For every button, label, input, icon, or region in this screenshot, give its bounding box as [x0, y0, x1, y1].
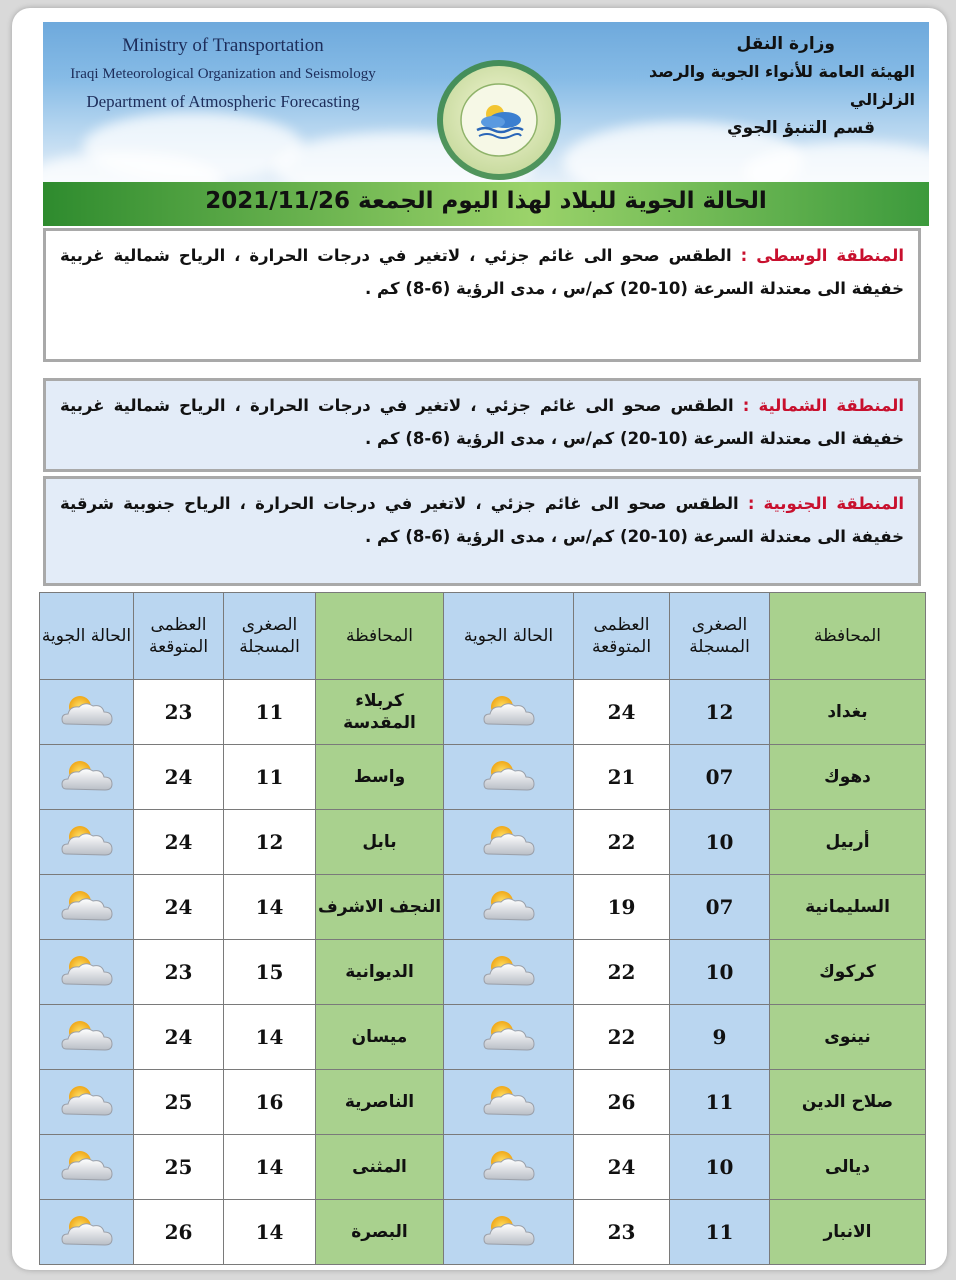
region-text: الطقس صحو الى غائم جزئي ، لاتغير في درجات الحرارة ، الرياح شمالية غربية خفيفة الى معتدلة السرعة (10-20) كم/س ، مدى الرؤية (6-8) كم . [60, 396, 904, 448]
province-cell: النجف الاشرف [316, 875, 444, 940]
partly-cloudy-icon [480, 822, 538, 862]
max-temp-cell: 22 [574, 940, 670, 1005]
min-temp-cell: 14 [224, 875, 316, 940]
province-cell: كركوك [770, 940, 926, 1005]
province-cell: أربيل [770, 810, 926, 875]
partly-cloudy-icon [480, 757, 538, 797]
weather-state-cell [40, 875, 134, 940]
header-banner [43, 22, 929, 182]
province-cell: السليمانية [770, 875, 926, 940]
table-row [40, 745, 926, 810]
min-temp-cell: 14 [224, 1005, 316, 1070]
partly-cloudy-icon [58, 822, 116, 862]
title-bar [43, 182, 929, 226]
english-header [63, 32, 383, 116]
header-max: العظمى المتوقعة [574, 593, 670, 680]
partly-cloudy-icon [58, 692, 116, 732]
max-temp-cell: 21 [574, 745, 670, 810]
partly-cloudy-icon [58, 1147, 116, 1187]
min-temp-cell: 12 [224, 810, 316, 875]
header-min: الصغرى المسجلة [224, 593, 316, 680]
table-row [40, 1135, 926, 1200]
min-temp-cell: 15 [224, 940, 316, 1005]
max-temp-cell: 24 [574, 1135, 670, 1200]
header-max: العظمى المتوقعة [134, 593, 224, 680]
province-cell: دهوك [770, 745, 926, 810]
min-temp-cell: 11 [224, 745, 316, 810]
weather-state-cell [444, 680, 574, 745]
forecast-table [39, 592, 926, 1265]
partly-cloudy-icon [480, 887, 538, 927]
partly-cloudy-icon [58, 1212, 116, 1252]
ministry-name-en: Ministry of Transportation [122, 35, 324, 56]
partly-cloudy-icon [480, 692, 538, 732]
weather-state-cell [444, 875, 574, 940]
table-row [40, 680, 926, 745]
weather-state-cell [40, 1200, 134, 1265]
weather-state-cell [444, 745, 574, 810]
province-cell: الناصرية [316, 1070, 444, 1135]
max-temp-cell: 24 [134, 1005, 224, 1070]
province-cell: صلاح الدين [770, 1070, 926, 1135]
partly-cloudy-icon [58, 1017, 116, 1057]
max-temp-cell: 24 [574, 680, 670, 745]
max-temp-cell: 22 [574, 810, 670, 875]
weather-state-cell [40, 1005, 134, 1070]
partly-cloudy-icon [480, 1147, 538, 1187]
header-state: الحالة الجوية [444, 593, 574, 680]
min-temp-cell: 9 [670, 1005, 770, 1070]
weather-state-cell [444, 940, 574, 1005]
max-temp-cell: 23 [134, 940, 224, 1005]
header-min: الصغرى المسجلة [670, 593, 770, 680]
max-temp-cell: 26 [134, 1200, 224, 1265]
max-temp-cell: 24 [134, 810, 224, 875]
partly-cloudy-icon [58, 757, 116, 797]
header-state: الحالة الجوية [40, 593, 134, 680]
min-temp-cell: 10 [670, 940, 770, 1005]
max-temp-cell: 23 [134, 680, 224, 745]
region-name: المنطقة الجنوبية : [747, 494, 905, 513]
table-row [40, 875, 926, 940]
weather-state-cell [444, 1135, 574, 1200]
region-name: المنطقة الشمالية : [742, 396, 904, 415]
province-cell: الديوانية [316, 940, 444, 1005]
max-temp-cell: 22 [574, 1005, 670, 1070]
province-cell: كربلاء المقدسة [316, 680, 444, 745]
province-cell: بابل [316, 810, 444, 875]
max-temp-cell: 25 [134, 1135, 224, 1200]
department-name-ar: قسم التنبؤ الجوي [727, 118, 875, 138]
province-cell: المثنى [316, 1135, 444, 1200]
max-temp-cell: 25 [134, 1070, 224, 1135]
weather-state-cell [40, 940, 134, 1005]
weather-state-cell [40, 810, 134, 875]
max-temp-cell: 23 [574, 1200, 670, 1265]
header-province: المحافظة [770, 593, 926, 680]
min-temp-cell: 16 [224, 1070, 316, 1135]
region-south [43, 476, 921, 586]
header-province: المحافظة [316, 593, 444, 680]
min-temp-cell: 10 [670, 1135, 770, 1200]
province-cell: ديالى [770, 1135, 926, 1200]
max-temp-cell: 24 [134, 875, 224, 940]
weather-state-cell [40, 680, 134, 745]
province-cell: البصرة [316, 1200, 444, 1265]
weather-state-cell [444, 1200, 574, 1265]
province-cell: بغداد [770, 680, 926, 745]
min-temp-cell: 14 [224, 1135, 316, 1200]
weather-state-cell [40, 1070, 134, 1135]
region-north [43, 378, 921, 472]
arabic-header [595, 30, 915, 142]
weather-state-cell [444, 1070, 574, 1135]
organization-name-ar: الهيئة العامة للأنواء الجوية والرصد الزلزالي [649, 62, 915, 109]
min-temp-cell: 10 [670, 810, 770, 875]
partly-cloudy-icon [480, 1017, 538, 1057]
table-header-row [40, 593, 926, 680]
table-row [40, 1200, 926, 1265]
page-title: الحالة الجوية للبلاد لهذا اليوم الجمعة 2021/11/26 [205, 188, 767, 214]
organization-name-en: Iraqi Meteorological Organization and Seismology [70, 66, 376, 82]
province-cell: نينوى [770, 1005, 926, 1070]
max-temp-cell: 19 [574, 875, 670, 940]
max-temp-cell: 24 [134, 745, 224, 810]
min-temp-cell: 07 [670, 875, 770, 940]
partly-cloudy-icon [480, 1082, 538, 1122]
min-temp-cell: 14 [224, 1200, 316, 1265]
table-row [40, 1070, 926, 1135]
sun-cloud-sea-seal-icon [433, 52, 565, 182]
table-row [40, 1005, 926, 1070]
min-temp-cell: 11 [224, 680, 316, 745]
partly-cloudy-icon [480, 952, 538, 992]
region-text: الطقس صحو الى غائم جزئي ، لاتغير في درجات الحرارة ، الرياح جنوبية شرقية خفيفة الى معتدلة السرعة (10-20) كم/س ، مدى الرؤية (6-8) كم . [60, 494, 904, 546]
partly-cloudy-icon [480, 1212, 538, 1252]
table-row [40, 810, 926, 875]
province-cell: الانبار [770, 1200, 926, 1265]
weather-state-cell [444, 810, 574, 875]
region-text: الطقس صحو الى غائم جزئي ، لاتغير في درجات الحرارة ، الرياح شمالية غربية خفيفة الى معتدلة السرعة (10-20) كم/س ، مدى الرؤية (6-8) كم . [60, 246, 904, 298]
min-temp-cell: 07 [670, 745, 770, 810]
weather-state-cell [40, 1135, 134, 1200]
partly-cloudy-icon [58, 1082, 116, 1122]
table-row [40, 940, 926, 1005]
partly-cloudy-icon [58, 952, 116, 992]
ministry-name-ar: وزارة النقل [736, 34, 835, 54]
weather-state-cell [444, 1005, 574, 1070]
min-temp-cell: 11 [670, 1200, 770, 1265]
region-central [43, 228, 921, 362]
weather-state-cell [40, 745, 134, 810]
min-temp-cell: 12 [670, 680, 770, 745]
region-name: المنطقة الوسطى : [740, 246, 904, 265]
max-temp-cell: 26 [574, 1070, 670, 1135]
partly-cloudy-icon [58, 887, 116, 927]
province-cell: واسط [316, 745, 444, 810]
province-cell: ميسان [316, 1005, 444, 1070]
min-temp-cell: 11 [670, 1070, 770, 1135]
department-name-en: Department of Atmospheric Forecasting [86, 92, 360, 111]
